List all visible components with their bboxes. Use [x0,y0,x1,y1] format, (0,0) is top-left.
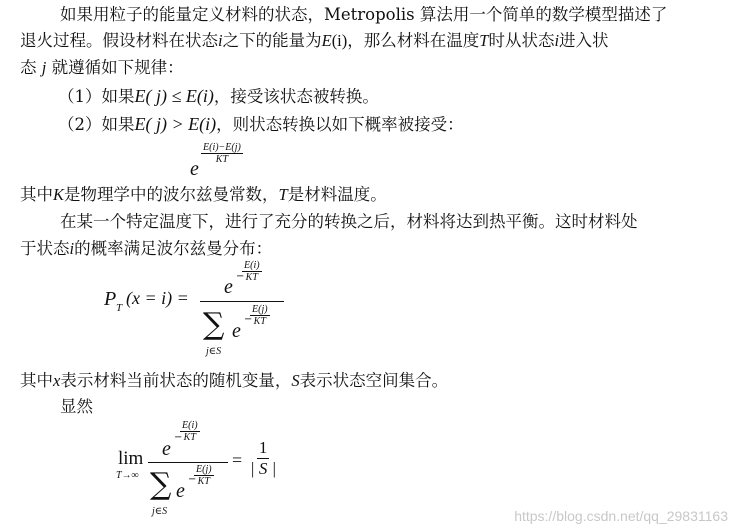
para1-line1: 如果用粒子的能量定义材料的状态，Metropolis 算法用一个简单的数学模型描述了 [60,5,668,24]
watermark: https://blog.csdn.net/qq_29831163 [514,508,728,524]
para1-line2: 退火过程。假设材料在状态i之下的能量为E(i)，那么材料在温度T时从状态i进入状 [20,31,609,50]
rule-2: （2）如果E( j) > E(i)，则状态转换以如下概率被接受： [58,114,464,134]
obviously-label: 显然 [60,397,93,416]
para3-line1: 在某一个特定温度下，进行了充分的转换之后，材料将达到热平衡。这时材料处 [60,212,638,231]
para2: 其中K是物理学中的波尔兹曼常数，T是材料温度。 [20,185,387,204]
para3-line2: 于状态i的概率满足波尔兹曼分布： [20,239,273,258]
limit-formula: lim T→∞ e − $\frac{E(i)}{KT}$ ∑ j∈S e − $\frac{E(j)}{KT}$ = $\frac{1}{| S |}$ [116,420,277,517]
para4: 其中x表示材料当前状态的随机变量，S表示状态空间集合。 [20,371,449,390]
fraction-bar [148,462,228,463]
boltzmann-formula: P T (x = i) = e − $\frac{E(i)}{KT}$ ∑ j∈S e − $\frac{E(j)}{KT}$ [104,258,304,368]
fraction-bar [200,301,284,302]
rule-1: （1）如果E( j) ≤ E(i)，接受该状态被转换。 [58,86,379,106]
para1-line3: 态 j 就遵循如下规律： [20,58,184,77]
